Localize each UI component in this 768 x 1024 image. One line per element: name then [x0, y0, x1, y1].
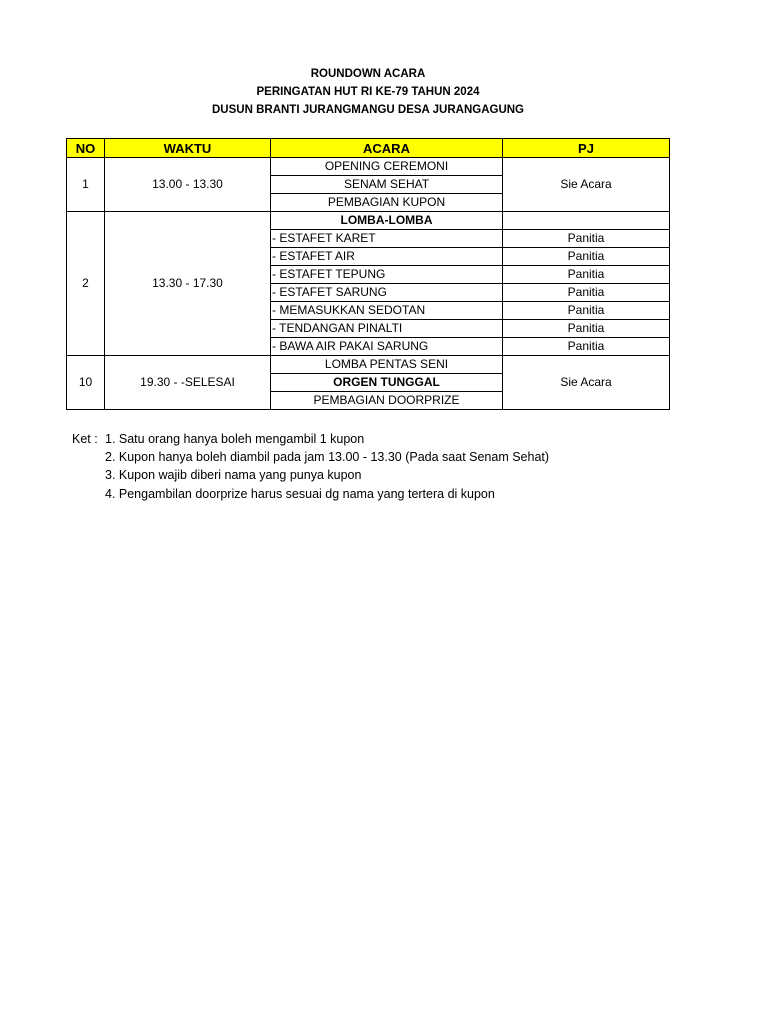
title-line-2: PERINGATAN HUT RI KE-79 TAHUN 2024 — [256, 86, 480, 98]
header-acara: ACARA — [271, 139, 503, 158]
acara-cell: LOMBA PENTAS SENI — [271, 356, 503, 374]
acara-heading-cell: LOMBA-LOMBA — [271, 212, 503, 230]
title-line-1: ROUNDOWN ACARA — [310, 68, 426, 80]
table-row — [67, 212, 670, 230]
acara-cell: ORGEN TUNGGAL — [271, 374, 503, 392]
note-item: 2. Kupon hanya boleh diambil pada jam 13.00 - 13.30 (Pada saat Senam Sehat) — [105, 450, 550, 465]
table-row — [67, 158, 670, 176]
acara-cell: - ESTAFET KARET — [271, 230, 503, 248]
row-no: 10 — [67, 356, 105, 410]
acara-cell: PEMBAGIAN DOORPRIZE — [271, 392, 503, 410]
title-line-3: DUSUN BRANTI JURANGMANGU DESA JURANGAGUNG — [212, 104, 524, 116]
pj-cell: Sie Acara — [503, 356, 670, 410]
acara-cell: - BAWA AIR PAKAI SARUNG — [271, 338, 503, 356]
row-no: 1 — [67, 158, 105, 212]
row-waktu: 19.30 - -SELESAI — [105, 356, 271, 410]
pj-cell: Sie Acara — [503, 158, 670, 212]
acara-cell: PEMBAGIAN KUPON — [271, 194, 503, 212]
note-row — [72, 466, 549, 484]
pj-cell: Panitia — [503, 230, 670, 248]
acara-cell: - ESTAFET SARUNG — [271, 284, 503, 302]
acara-cell: - ESTAFET AIR — [271, 248, 503, 266]
pj-cell: Panitia — [503, 248, 670, 266]
header-waktu: WAKTU — [105, 139, 271, 158]
acara-cell: - TENDANGAN PINALTI — [271, 320, 503, 338]
pj-cell: Panitia — [503, 320, 670, 338]
acara-cell: SENAM SEHAT — [271, 176, 503, 194]
pj-cell: Panitia — [503, 302, 670, 320]
row-waktu: 13.00 - 13.30 — [105, 158, 271, 212]
row-no: 2 — [67, 212, 105, 356]
acara-cell: - MEMASUKKAN SEDOTAN — [271, 302, 503, 320]
note-item: 3. Kupon wajib diberi nama yang punya kupon — [105, 468, 362, 483]
note-item: 4. Pengambilan doorprize harus sesuai dg nama yang tertera di kupon — [105, 486, 495, 501]
notes-label: Ket : — [72, 432, 98, 446]
document-title-block — [0, 65, 736, 119]
note-item: 1. Satu orang hanya boleh mengambil 1 kupon — [105, 432, 365, 446]
pj-cell: Panitia — [503, 284, 670, 302]
acara-cell: - ESTAFET TEPUNG — [271, 266, 503, 284]
table-row — [67, 356, 670, 374]
acara-cell: OPENING CEREMONI — [271, 158, 503, 176]
pj-cell: Panitia — [503, 338, 670, 356]
row-waktu: 13.30 - 17.30 — [105, 212, 271, 356]
pj-cell: Panitia — [503, 266, 670, 284]
header-no: NO — [67, 139, 105, 158]
header-pj: PJ — [503, 139, 670, 158]
note-row — [72, 485, 549, 503]
table-header-row — [67, 139, 670, 158]
note-row — [72, 430, 549, 448]
pj-cell-empty — [503, 212, 670, 230]
notes-section — [72, 430, 549, 503]
rundown-table — [66, 138, 670, 410]
note-row — [72, 448, 549, 466]
